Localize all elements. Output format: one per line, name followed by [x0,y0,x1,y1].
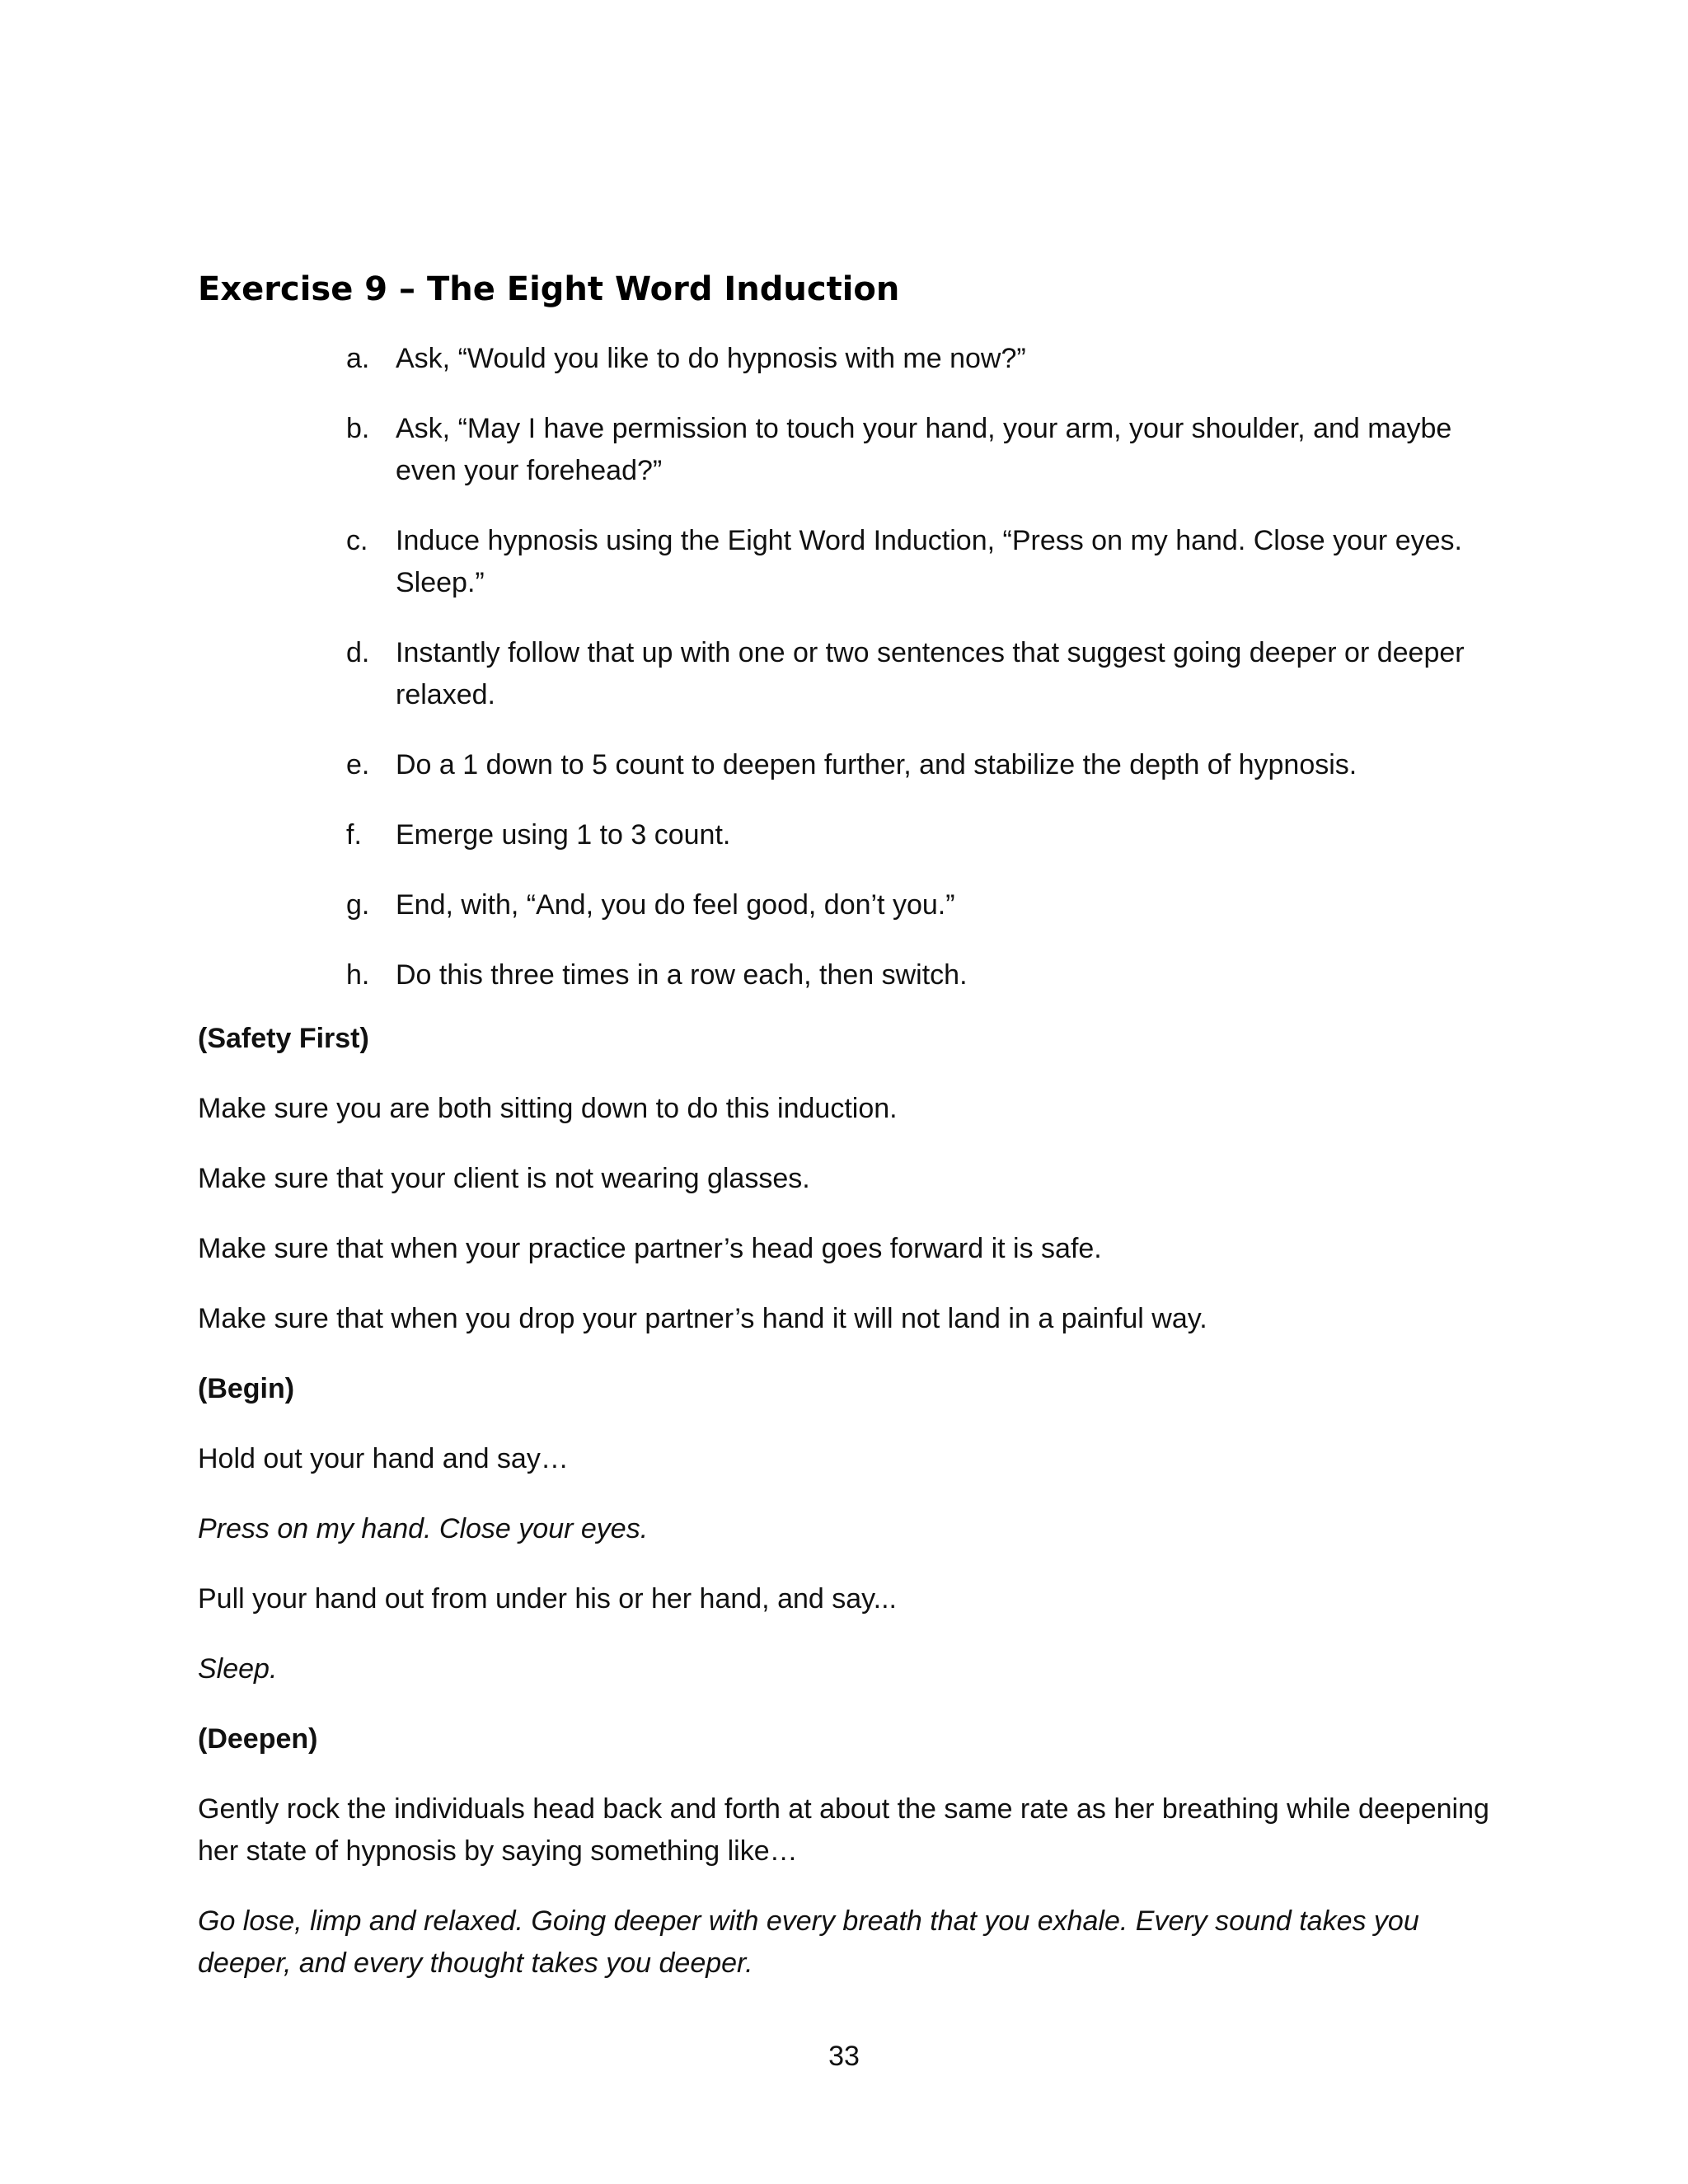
deepen-paragraph: Gently rock the individuals head back and forth at about the same rate as her breathing while deepening her state of hypnosis by saying something like… [198,1793,1489,1867]
step-letter: e. [346,749,370,780]
safety-paragraph: Make sure you are both sitting down to do this induction. [198,1093,898,1124]
step-text: Induce hypnosis using the Eight Word Induction, “Press on my hand. Close your eyes. Sleep.” [396,525,1462,598]
begin-paragraph: Hold out your hand and say… [198,1443,569,1474]
step-letter: b. [346,413,370,444]
step-item [346,520,1500,604]
step-item [346,884,1500,926]
deepen-heading: (Deepen) [198,1723,318,1755]
exercise-title: Exercise 9 – The Eight Word Induction [198,270,900,308]
script-line: Go lose, limp and relaxed. Going deeper with every breath that you exhale. Every sound takes you deeper, and every thought takes you deeper. [198,1905,1419,1979]
step-text: Ask, “May I have permission to touch your hand, your arm, your shoulder, and maybe even your forehead?” [396,413,1452,486]
step-item [346,408,1500,492]
begin-heading: (Begin) [198,1373,295,1404]
begin-paragraph: Pull your hand out from under his or her hand, and say... [198,1583,897,1615]
script-line: Press on my hand. Close your eyes. [198,1513,649,1544]
safety-paragraph: Make sure that your client is not wearing glasses. [198,1163,810,1194]
step-letter: h. [346,959,370,991]
safety-first-heading: (Safety First) [198,1023,369,1054]
step-item [346,744,1500,786]
step-letter: a. [346,343,370,374]
step-text: Do a 1 down to 5 count to deepen further, and stabilize the depth of hypnosis. [396,749,1357,780]
step-text: End, with, “And, you do feel good, don’t you.” [396,889,955,921]
step-letter: c. [346,525,368,556]
step-letter: g. [346,889,370,921]
safety-paragraph: Make sure that when you drop your partner’s hand it will not land in a painful way. [198,1303,1207,1334]
step-text: Ask, “Would you like to do hypnosis with me now?” [396,343,1026,374]
script-line: Sleep. [198,1653,278,1685]
step-item [346,814,1500,856]
step-letter: d. [346,637,370,668]
step-text: Instantly follow that up with one or two sentences that suggest going deeper or deeper relaxed. [396,637,1465,710]
step-letter: f. [346,819,362,851]
step-item [346,954,1500,996]
page-number: 33 [828,2041,860,2072]
step-item [346,338,1500,380]
body-text [198,1018,1517,2013]
step-item [346,632,1500,716]
safety-paragraph: Make sure that when your practice partner’s head goes forward it is safe. [198,1233,1102,1264]
step-text: Do this three times in a row each, then switch. [396,959,968,991]
step-text: Emerge using 1 to 3 count. [396,819,731,851]
instruction-steps [346,338,1500,1024]
